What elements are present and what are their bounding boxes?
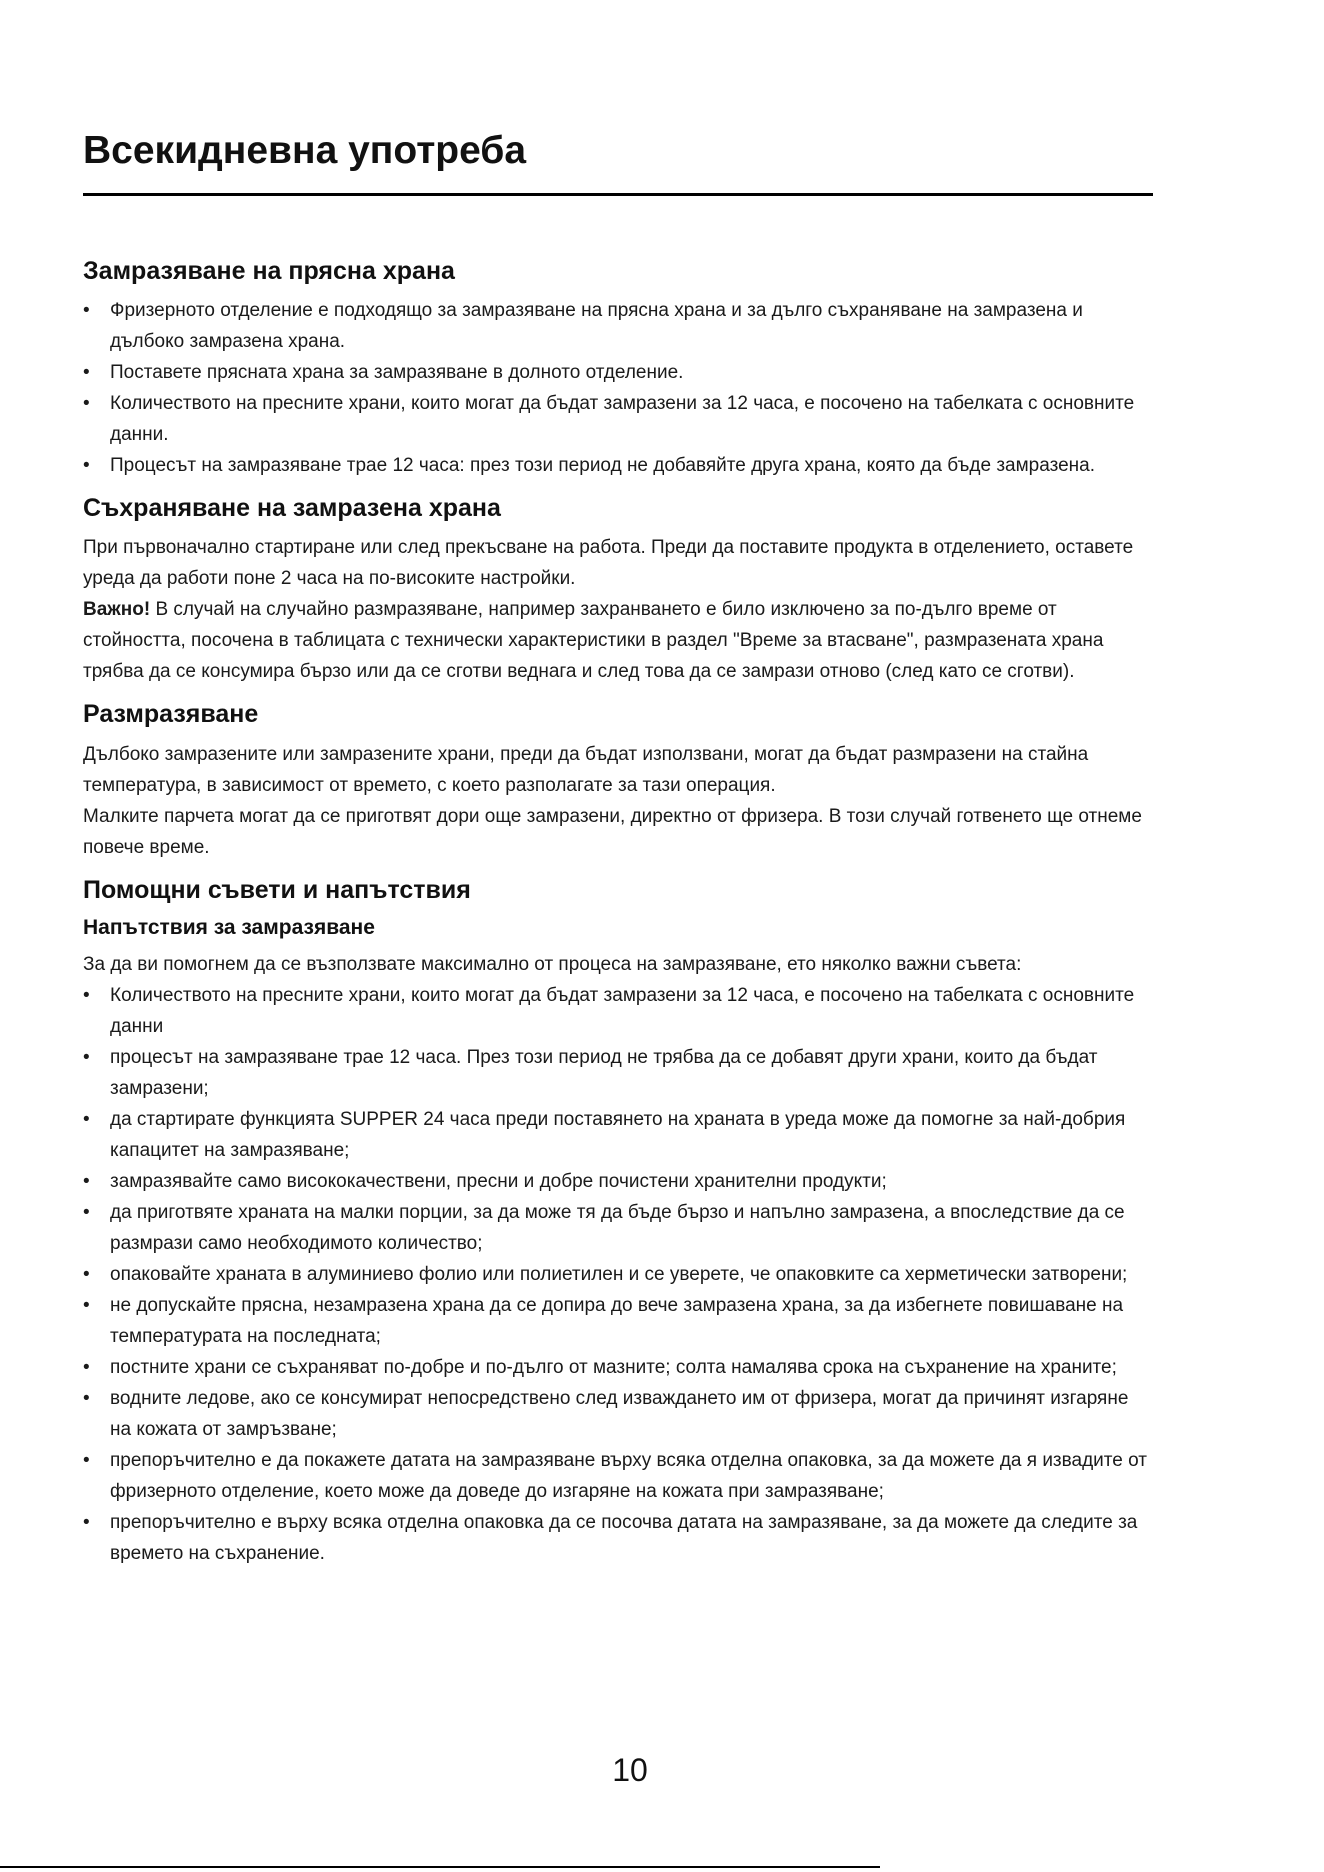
important-paragraph [83,594,1153,687]
list-item: • водните ледове, ако се консумират непосредствено след изваждането им от фризера, могат да причинят изгаряне на кожата от замръзване; [83,1383,1153,1445]
list-item: • постните храни се съхраняват по-добре и по-дълго от мазните; солта намалява срока на съхранение на храните; [83,1352,1153,1383]
list-item: • Количеството на пресните храни, които могат да бъдат замразени за 12 часа, е посочено на табелката с основните данни [83,980,1153,1042]
intro-paragraph: За да ви помогнем да се възползвате максимално от процеса на замразяване, ето няколко важни съвета: [83,954,1022,976]
important-text: В случай на случайно размразяване, например захранването е било изключено за по-дълго време от стойността, посочена в таблицата с технически характеристики в раздел "Време за втасване", размразената храна трябва да се консумира бързо или да се сготви веднага и след това да се замрази отново (след като се сготви). [83,599,1104,683]
section-heading: Размразяване [83,700,259,729]
list-item: • Фризерното отделение е подходящо за замразяване на прясна храна и за дълго съхраняване на замразена и дълбоко замразена храна. [83,295,1153,357]
title-divider [83,193,1153,196]
page-title: Всекидневна употреба [83,129,527,172]
page-number: 10 [612,1752,648,1788]
paragraph: Дълбоко замразените или замразените храни, преди да бъдат използвани, могат да бъдат размразени на стайна температура, в зависимост от времето, с което разполагате за тази операция. [83,743,1089,796]
list-item: • Процесът на замразяване трае 12 часа: през този период не добавяйте друга храна, която да бъде замразена. [83,450,1153,481]
list-item: • препоръчително е да покажете датата на замразяване върху всяка отделна опаковка, за да можете да я извадите от фризерното отделение, което може да доведе до изгаряне на кожата при замразяване; [83,1445,1153,1507]
section-freezing-fresh [83,256,1153,481]
section-heading: Замразяване на прясна храна [83,256,455,285]
paragraph: Малките парчета могат да се приготвят дори още замразени, директно от фризера. В този случай готвенето ще отнеме повече време. [83,805,1142,858]
tips-list [83,980,1153,1569]
list-item: • опаковайте храната в алуминиево фолио или полиетилен и се уверете, че опаковките са херметически затворени; [83,1259,1153,1290]
list-item: • замразявайте само висококачествени, пресни и добре почистени хранителни продукти; [83,1166,1153,1197]
paragraph: При първоначално стартиране или след прекъсване на работа. Преди да поставите продукта в отделението, оставете уреда да работи поне 2 часа на по-високите настройки. [83,537,1134,590]
document-page [83,128,1153,1581]
list-item: • не допускайте прясна, незамразена храна да се допира до вече замразена храна, за да избегнете повишаване на температурата на последната; [83,1290,1153,1352]
list-item: • да приготвяте храната на малки порции, за да може тя да бъде бързо и напълно замразена, а впоследствие да се размрази само необходимото количество; [83,1197,1153,1259]
important-label: Важно! [83,599,151,621]
list-item: • Количеството на пресните храни, които могат да бъдат замразени за 12 часа, е посочено на табелката с основните данни. [83,388,1153,450]
list-item: • да стартирате функцията SUPPER 24 часа преди поставянето на храната в уреда може да помогне за най-добрия капацитет на замразяване; [83,1104,1153,1166]
freezing-fresh-list [83,295,1153,481]
list-item: • препоръчително е върху всяка отделна опаковка да се посочва датата на замразяване, за да можете да следите за времето на съхранение. [83,1507,1153,1569]
section-storing-frozen [83,493,1153,687]
section-heading: Помощни съвети и напътствия [83,875,471,904]
list-item: • Поставете прясната храна за замразяване в долното отделение. [83,357,1153,388]
footer-divider [0,1866,880,1868]
section-heading: Съхраняване на замразена храна [83,494,501,523]
section-thawing [83,699,1153,862]
subsection-heading: Напътствия за замразяване [83,915,375,939]
section-tips [83,875,1153,1570]
list-item: • процесът на замразяване трае 12 часа. През този период не трябва да се добавят други храни, които да бъдат замразени; [83,1042,1153,1104]
